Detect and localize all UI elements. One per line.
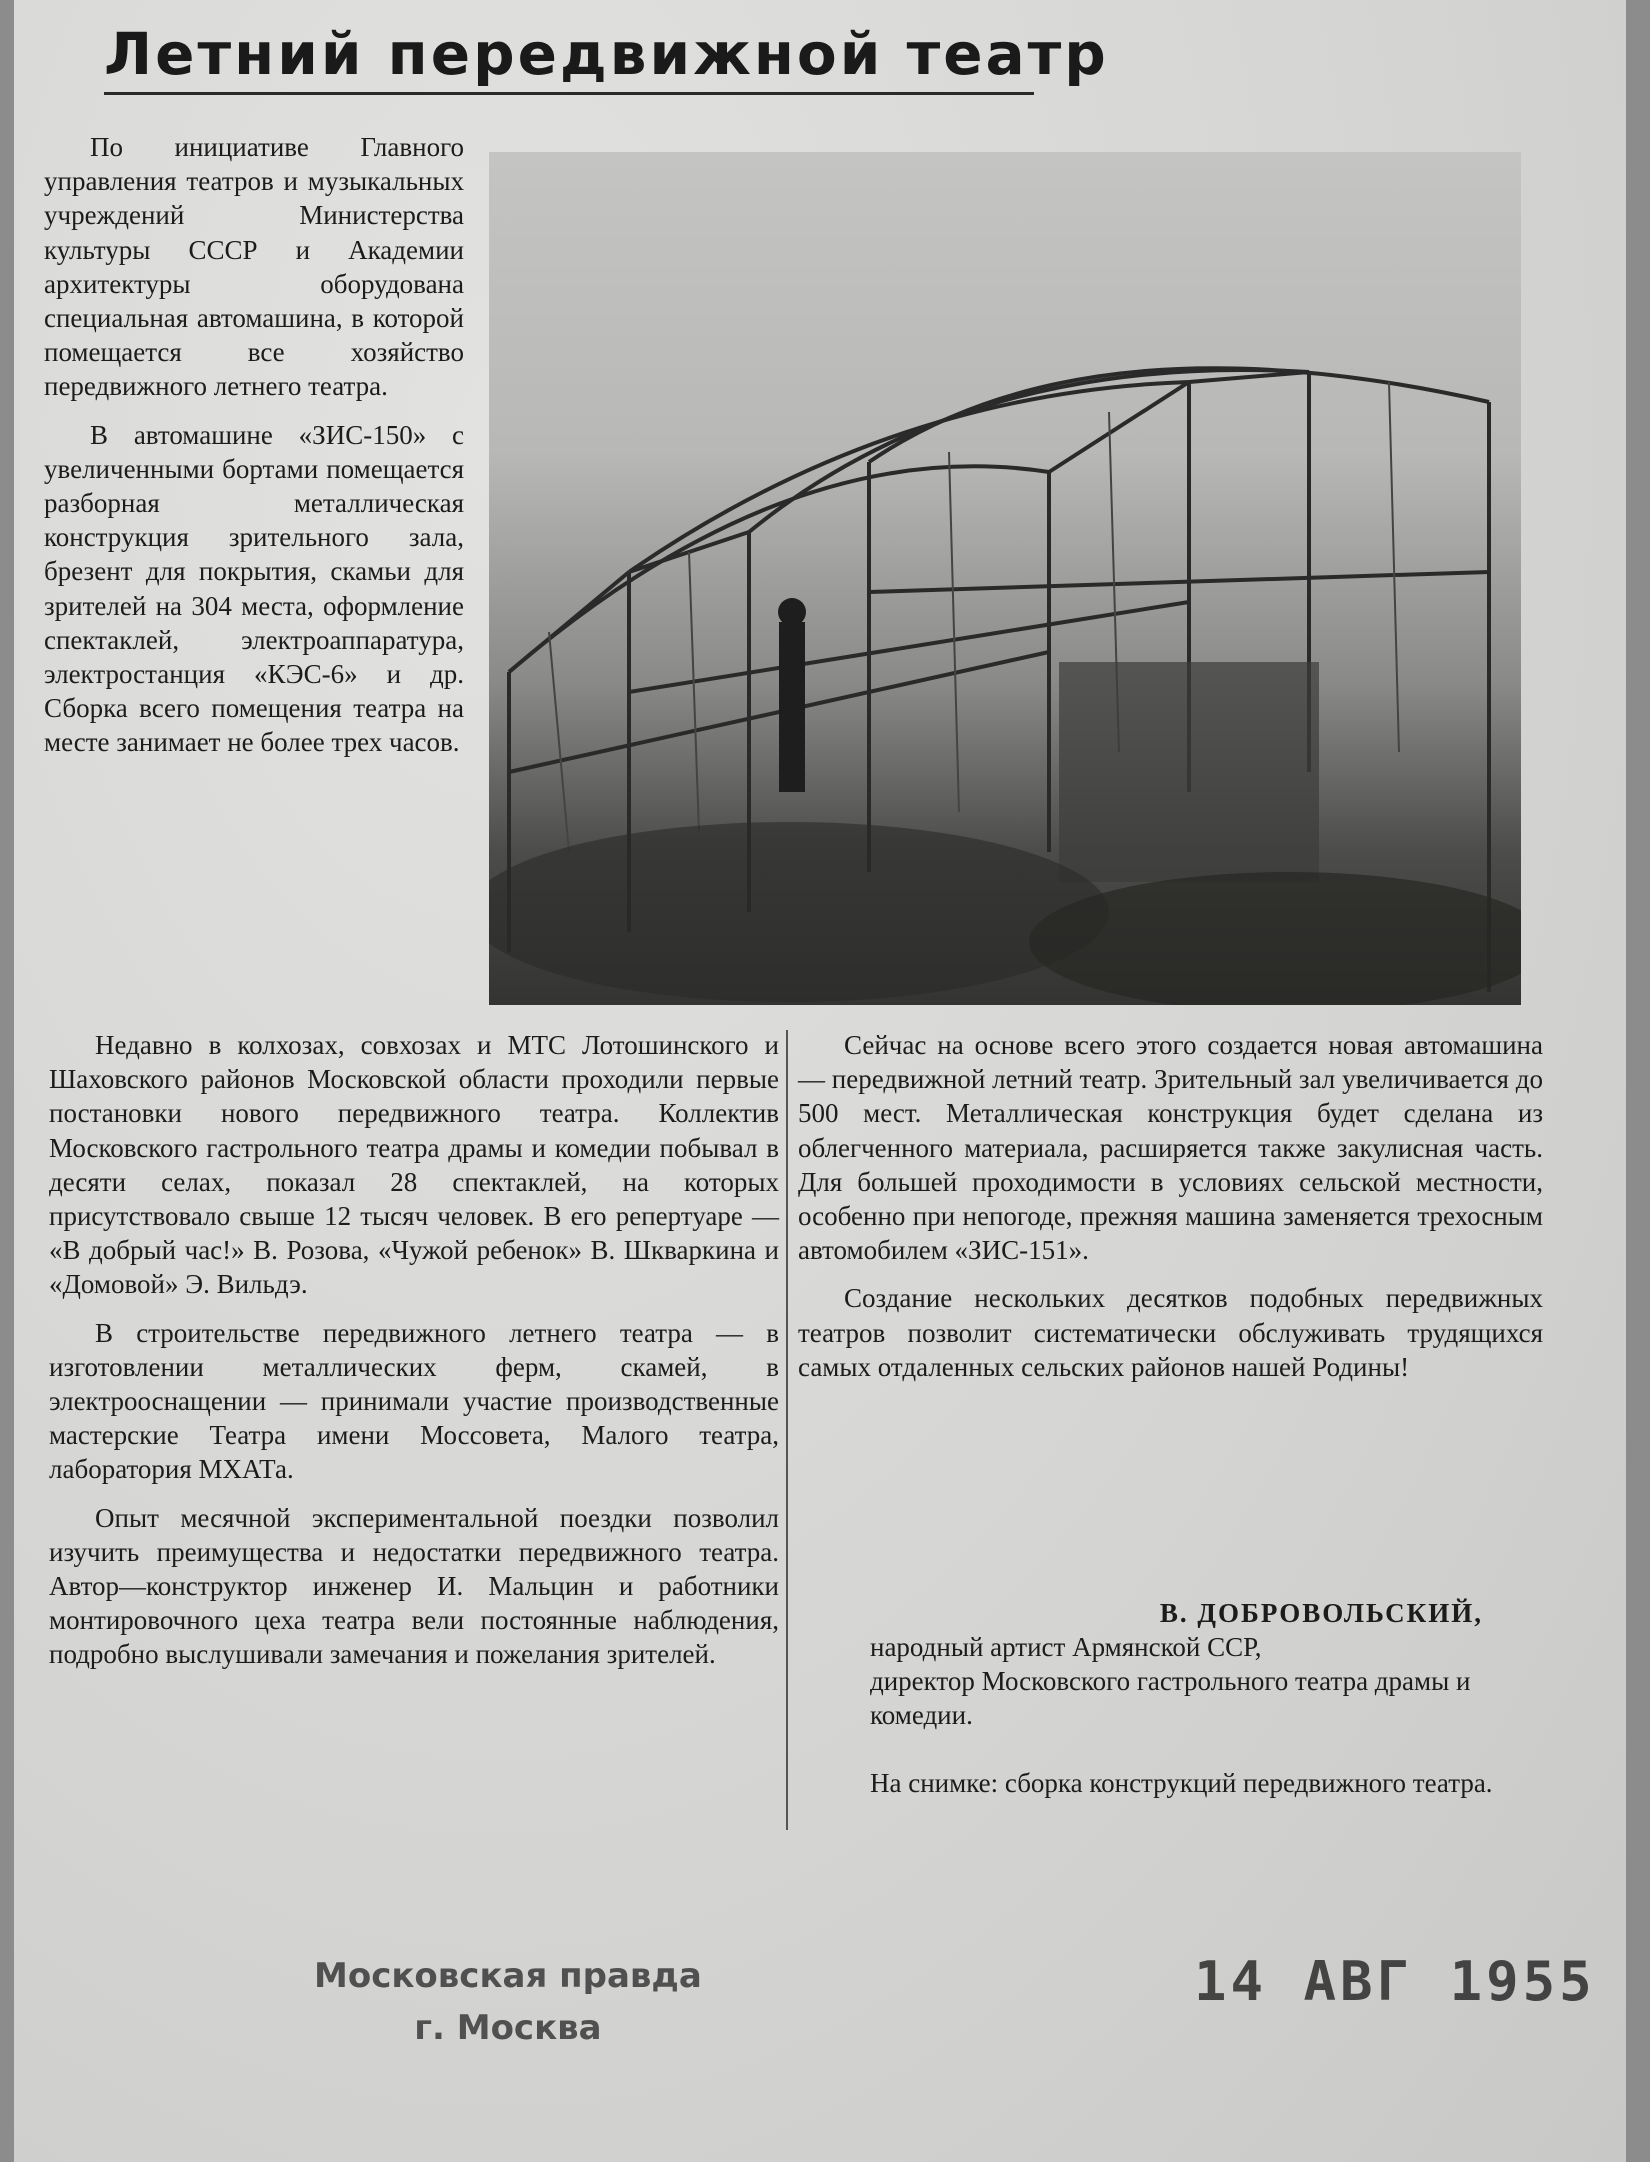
author-role: народный артист Армянской ССР, — [870, 1632, 1262, 1662]
article-title: Летний передвижной театр — [104, 20, 1034, 95]
paragraph: По инициативе Главного управления театров и музыкальных учреждений Министерства культуры СССР и Академии архитектуры оборудована специальная автомашина, в которой помещается все хозяйство передвижного летнего театра. — [44, 132, 464, 402]
author-position: директор Московского гастрольного театра драмы и комедии. — [870, 1666, 1471, 1730]
article — [14, 0, 1626, 1850]
paragraph: В строительстве передвижного летнего театра — в изготовлении металлических ферм, скамей, в электрооснащении — принимали участие производственные мастерские Театра имени Моссовета, Малого театра, лаборатория МХАТа. — [49, 1317, 779, 1485]
photo-theater-frame-assembly — [489, 152, 1521, 1005]
column-middle — [49, 1028, 779, 1686]
photo-illustration — [489, 152, 1521, 1005]
author-name: В. ДОБРОВОЛЬСКИЙ, — [1159, 1598, 1483, 1628]
paragraph: Опыт месячной экспериментальной поездки позволил изучить преимущества и недостатки передвижного театра. Автор—конструктор инженер И. Мальцин и работники монтировочного цеха театра вели постоянные наблюдения, подробно выслушивали замечания и пожелания зрителей. — [49, 1502, 779, 1670]
column-left — [44, 130, 464, 774]
paragraph: Сейчас на основе всего этого создается новая автомашина — передвижной летний театр. Зрительный зал увеличивается до 500 мест. Металлическая конструкция будет сделана из облегченного материала, расширяется также закулисная часть. Для большей проходимости в условиях сельской местности, особенно при непогоде, прежняя машина заменяется трехосным автомобилем «ЗИС-151». — [798, 1030, 1543, 1266]
column-right — [798, 1028, 1543, 1398]
column-divider — [786, 1030, 788, 1830]
photo-caption: На снимке: сборка конструкций передвижного театра. — [870, 1768, 1493, 1798]
source-stamp-line-2: г. Москва — [414, 2008, 602, 2048]
source-stamp — [314, 1950, 702, 2054]
source-stamp-line-1: Московская правда — [314, 1956, 702, 1996]
paragraph: В автомашине «ЗИС-150» с увеличенными бортами помещается разборная металлическая конструкция зрительного зала, брезент для покрытия, скамьи для зрителей на 304 места, оформление спектаклей, электроаппаратура, электростанция «КЭС-6» и др. Сборка всего помещения театра на месте занимает не более трех часов. — [44, 419, 464, 758]
author-signature-block — [798, 1596, 1543, 1800]
paragraph: Недавно в колхозах, совхозах и МТС Лотошинского и Шаховского районов Московской области проходили первые постановки нового передвижного театра. Коллектив Московского гастрольного театра драмы и комедии побывал в десяти селах, показал 28 спектаклей, на которых присутствовало свыше 12 тысяч человек. В его репертуаре — «В добрый час!» В. Розова, «Чужой ребенок» В. Шкваркина и «Домовой» Э. Вильдэ. — [49, 1030, 779, 1300]
paragraph: Создание нескольких десятков подобных передвижных театров позволит систематически обслуживать трудящихся самых отдаленных сельских районов нашей Родины! — [798, 1283, 1543, 1382]
newspaper-clipping — [14, 0, 1626, 2162]
date-stamp: 14 АВГ 1955 — [1194, 1950, 1596, 2013]
